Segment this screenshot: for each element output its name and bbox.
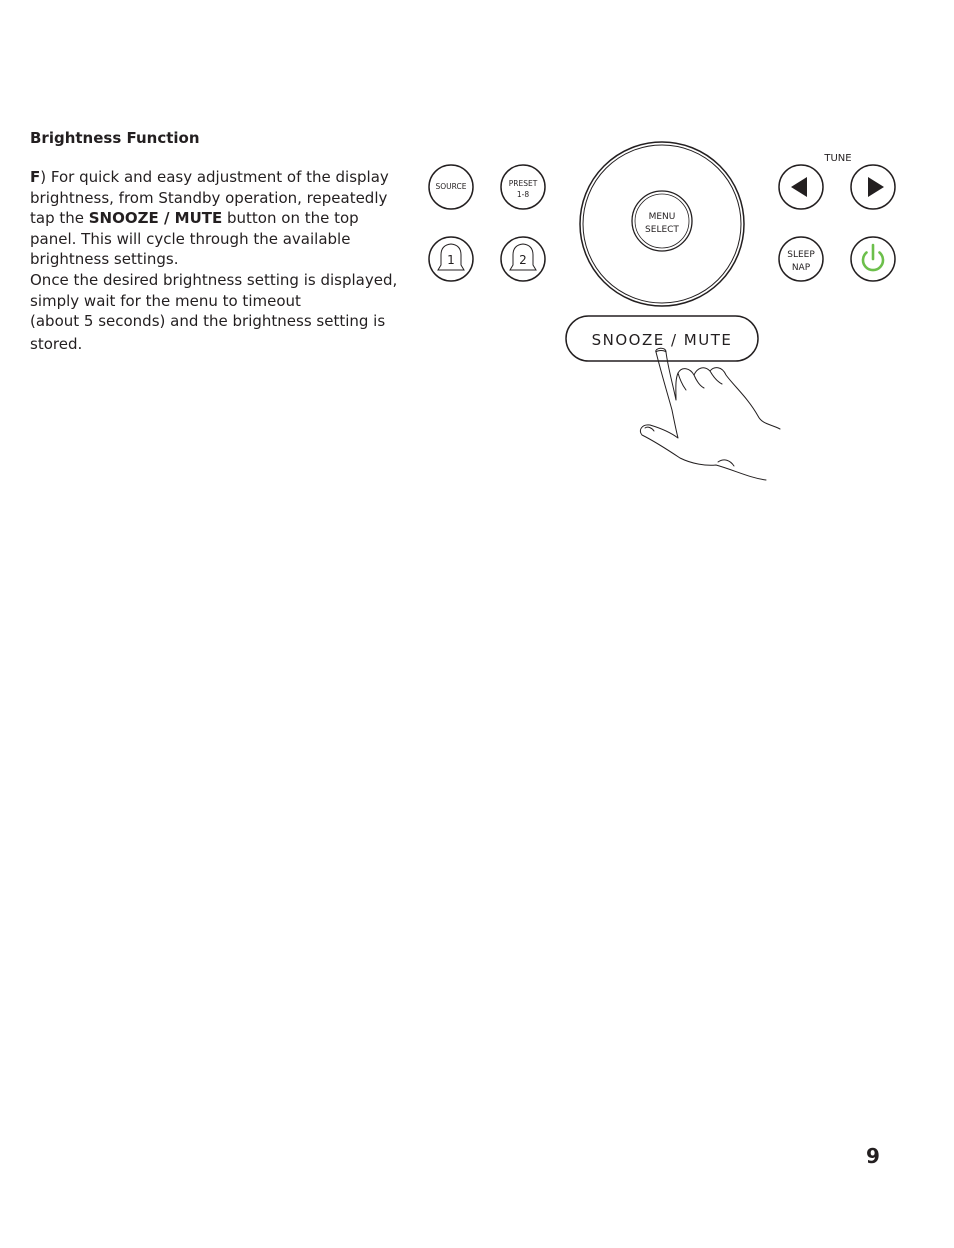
hand-pressing-icon <box>640 348 780 480</box>
tune-down-button[interactable] <box>779 165 823 209</box>
select-label: SELECT <box>645 225 679 235</box>
preset-button[interactable] <box>501 165 545 209</box>
tune-up-button[interactable] <box>851 165 895 209</box>
source-label: SOURCE <box>435 182 467 191</box>
nap-label: NAP <box>791 263 811 273</box>
left-arrow-icon <box>791 177 807 197</box>
tune-label: TUNE <box>824 153 852 164</box>
paragraph-text-a: ) For quick and easy adjustment of the display brightness, from Standby operation, repeatedly tap the <box>30 168 389 227</box>
alarm-2-number: 2 <box>519 253 527 267</box>
control-panel-illustration <box>0 0 954 520</box>
snooze-mute-button[interactable] <box>566 316 758 361</box>
page-number: 9 <box>866 1144 880 1168</box>
source-button[interactable] <box>429 165 473 209</box>
paragraph-line: Once the desired brightness setting is displayed, <box>30 271 398 289</box>
menu-label: MENU <box>648 212 676 222</box>
power-button[interactable] <box>851 237 895 281</box>
button-name-inline: SNOOZE / MUTE <box>88 209 223 227</box>
sleep-nap-button[interactable] <box>779 237 823 281</box>
alarm-2-button[interactable] <box>501 237 545 281</box>
paragraph-line: stored. <box>30 334 83 353</box>
section-heading: Brightness Function <box>30 129 200 147</box>
paragraph-line: (about 5 seconds) and the brightness setting is <box>30 312 386 330</box>
right-arrow-icon <box>868 177 884 197</box>
step-marker: F <box>30 168 41 186</box>
paragraph-line: simply wait for the menu to timeout <box>30 291 301 310</box>
alarm-1-button[interactable] <box>429 237 473 281</box>
alarm-1-number: 1 <box>447 253 455 267</box>
menu-select-knob[interactable] <box>580 142 744 306</box>
preset-label: PRESET <box>508 179 538 188</box>
paragraph-text-b: button on the top panel. This will cycle through the available brightness settings. <box>30 209 359 268</box>
preset-range-label: 1-8 <box>516 190 530 199</box>
power-icon <box>863 245 883 270</box>
snooze-mute-label: SNOOZE / MUTE <box>591 331 733 349</box>
sleep-label: SLEEP <box>787 250 815 260</box>
